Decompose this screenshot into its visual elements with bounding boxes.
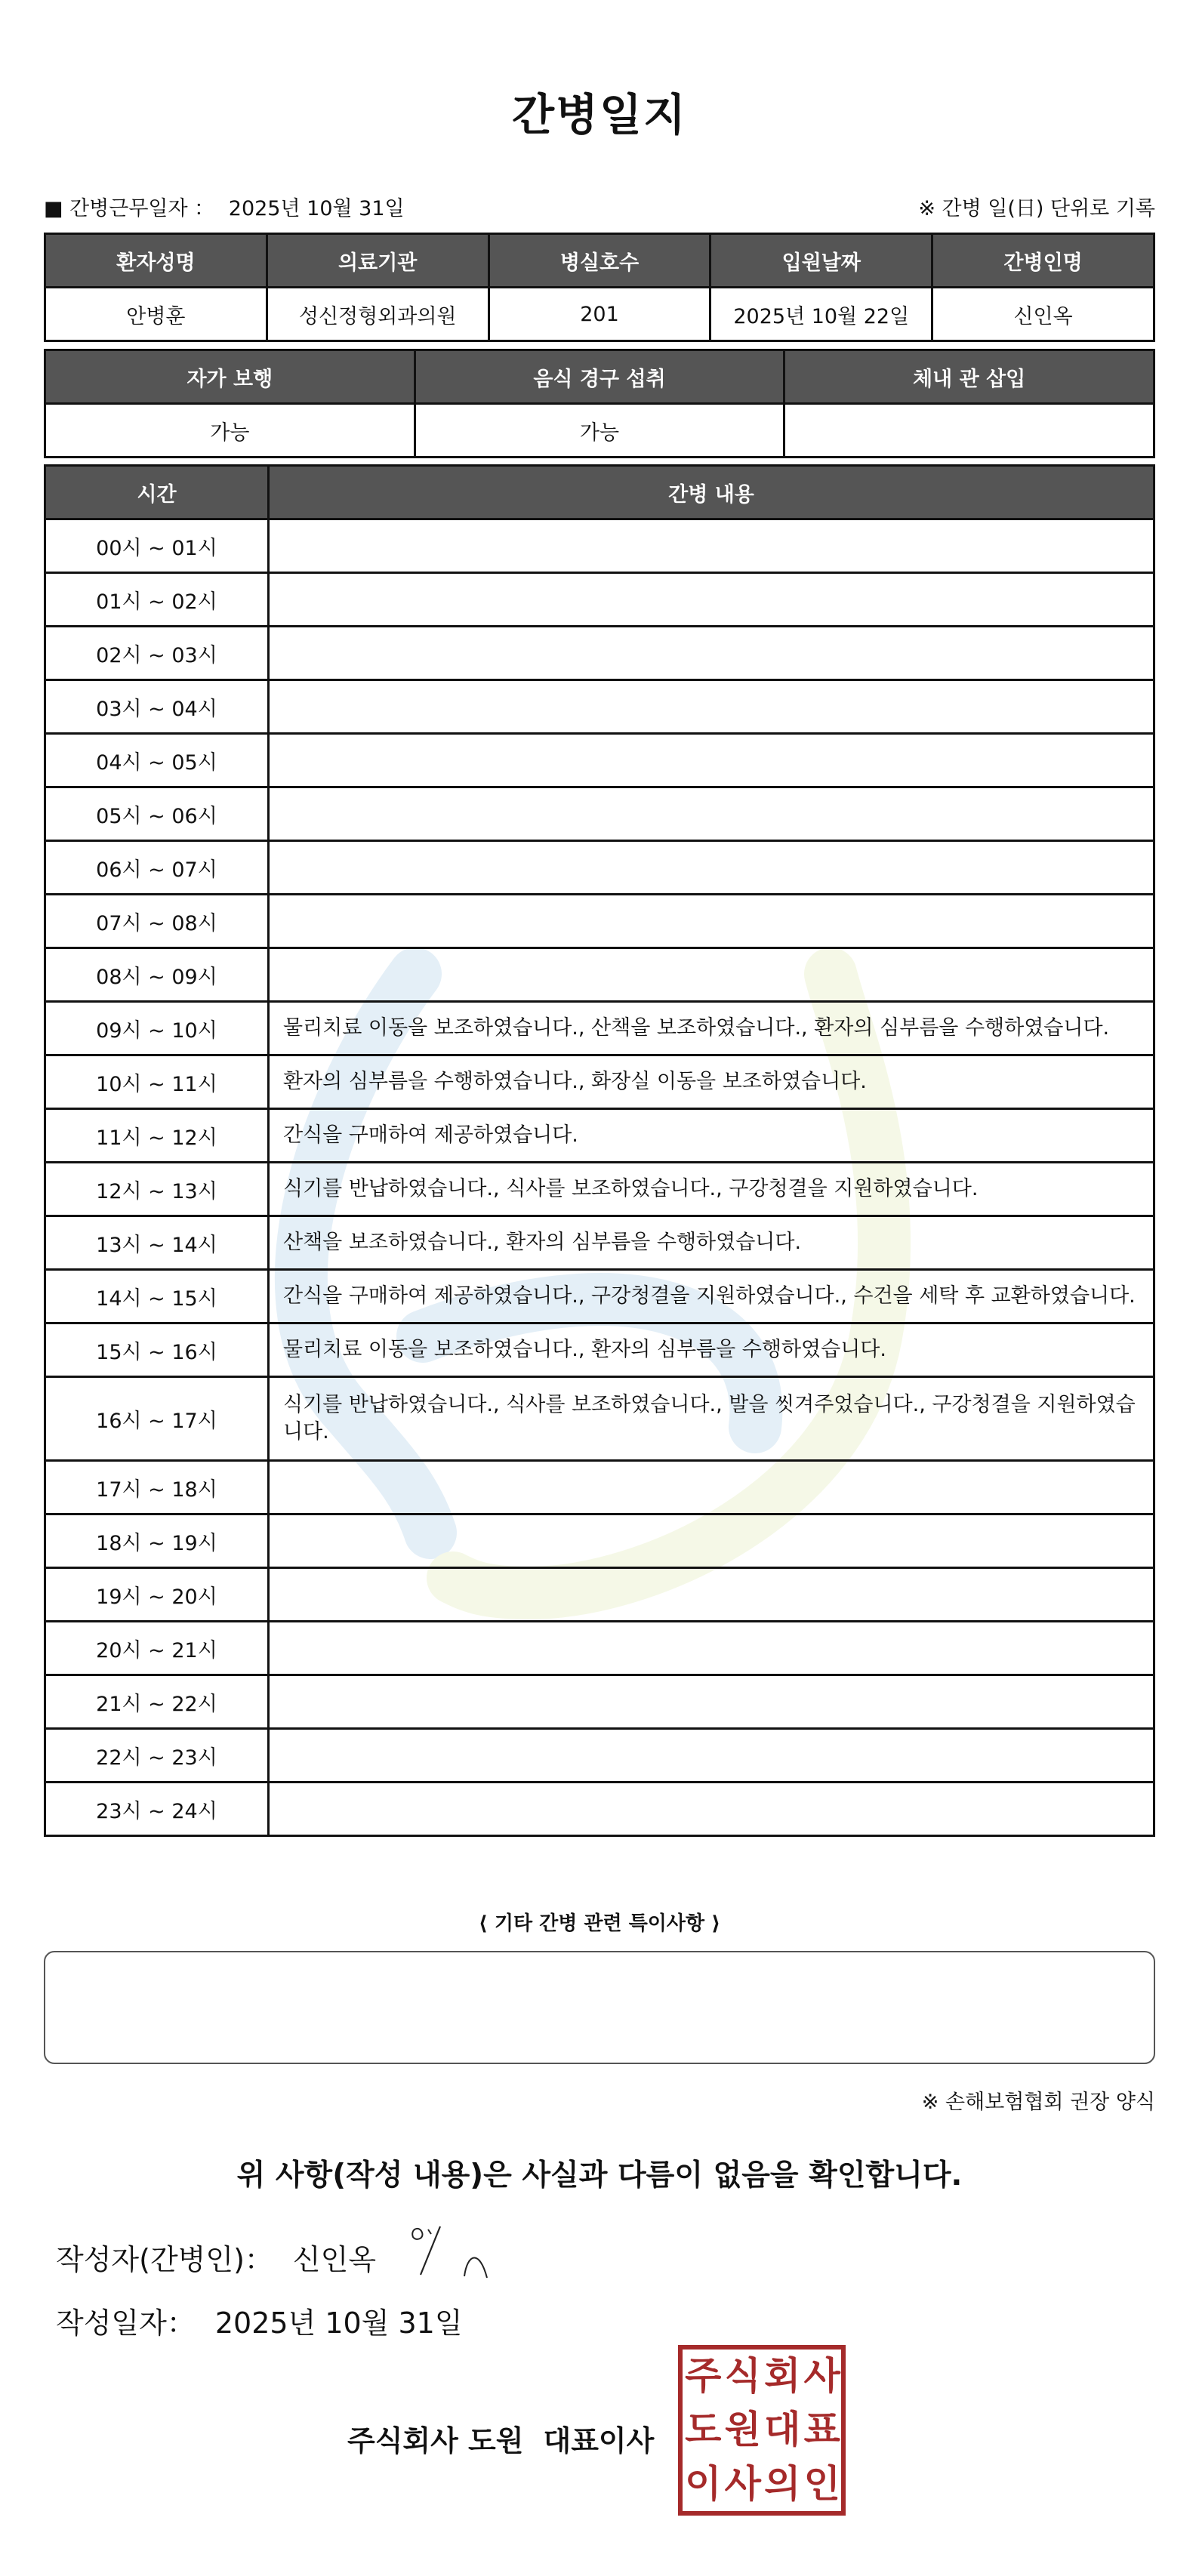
log-content: 물리치료 이동을 보조하였습니다., 산책을 보조하였습니다., 환자의 심부름을 수행하였습니다.: [269, 1002, 1154, 1055]
log-time: 09시 ~ 10시: [45, 1002, 269, 1055]
table-row: [45, 1622, 1154, 1675]
log-time: 20시 ~ 21시: [45, 1622, 269, 1675]
special-notes-box: [44, 1951, 1155, 2064]
log-time: 03시 ~ 04시: [45, 680, 269, 734]
log-time: 19시 ~ 20시: [45, 1568, 269, 1622]
table-row: [45, 1323, 1154, 1377]
patient-name: 안병훈: [45, 288, 267, 341]
log-content: [269, 1568, 1154, 1622]
log-content: [269, 948, 1154, 1002]
table-row: [45, 1568, 1154, 1622]
writer-label: 작성자(간병인)：: [56, 2243, 273, 2276]
seal-char: 주: [685, 2354, 720, 2398]
seal-char: 원: [724, 2408, 760, 2452]
table-row: [45, 627, 1154, 680]
write-date-value: 2025년 10월 31일: [214, 2306, 463, 2340]
log-content: 식기를 반납하였습니다., 식사를 보조하였습니다., 구강청결을 지원하였습니다.: [269, 1163, 1154, 1216]
log-time: 18시 ~ 19시: [45, 1514, 269, 1568]
table-row: [45, 1729, 1154, 1783]
log-content: [269, 1622, 1154, 1675]
table-row: [45, 787, 1154, 841]
table-row: [45, 1002, 1154, 1055]
table-row: [45, 1270, 1154, 1323]
header-tube-insertion: 체내 관 삽입: [784, 350, 1154, 404]
header-patient-name: 환자성명: [45, 234, 267, 288]
recommended-form-note: ※ 손해보험협회 권장 양식: [921, 2091, 1155, 2114]
seal-char: 대: [764, 2408, 800, 2452]
log-content: 식기를 반납하였습니다., 식사를 보조하였습니다., 발을 씻겨주었습니다., 구강청결을 지원하였습니다.: [269, 1377, 1154, 1461]
header-self-walking: 자가 보행: [45, 350, 415, 404]
table-row: [45, 288, 1154, 341]
log-time: 00시 ~ 01시: [45, 519, 269, 573]
log-time: 11시 ~ 12시: [45, 1109, 269, 1163]
header-admission-date: 입원날짜: [710, 234, 932, 288]
log-content: [269, 519, 1154, 573]
table-row: [45, 948, 1154, 1002]
table-row: [45, 841, 1154, 895]
table-row: [45, 734, 1154, 787]
header-oral-intake: 음식 경구 섭취: [415, 350, 784, 404]
table-row: [45, 1109, 1154, 1163]
log-content: 환자의 심부름을 수행하였습니다., 화장실 이동을 보조하였습니다.: [269, 1055, 1154, 1109]
table-row: [45, 1675, 1154, 1729]
seal-char: 사: [803, 2354, 839, 2398]
header-caregiver: 간병인명: [932, 234, 1154, 288]
care-log-table: [44, 464, 1155, 1837]
header-hospital: 의료기관: [267, 234, 489, 288]
table-header-row: [45, 466, 1154, 519]
log-time: 10시 ~ 11시: [45, 1055, 269, 1109]
table-row: [45, 519, 1154, 573]
log-content: 간식을 구매하여 제공하였습니다., 구강청결을 지원하였습니다., 수건을 세탁 후 교환하였습니다.: [269, 1270, 1154, 1323]
table-row: [45, 1216, 1154, 1270]
table-row: [45, 1377, 1154, 1461]
log-content: [269, 787, 1154, 841]
log-content: [269, 680, 1154, 734]
log-time: 12시 ~ 13시: [45, 1163, 269, 1216]
log-content: [269, 573, 1154, 627]
seal-char: 의: [764, 2461, 800, 2506]
table-row: [45, 404, 1154, 458]
table-row: [45, 895, 1154, 948]
table-row: [45, 1783, 1154, 1836]
table-row: [45, 1514, 1154, 1568]
log-time: 04시 ~ 05시: [45, 734, 269, 787]
log-content: [269, 895, 1154, 948]
write-date-label: 작성일자：: [56, 2306, 196, 2340]
table-row: [45, 1055, 1154, 1109]
seal-char: 사: [724, 2461, 760, 2506]
log-content: [269, 1461, 1154, 1514]
hospital-name: 성신정형외과의원: [267, 288, 489, 341]
table-row: [45, 1163, 1154, 1216]
log-content: [269, 1783, 1154, 1836]
seal-char: 도: [685, 2408, 720, 2452]
admission-date: 2025년 10월 22일: [710, 288, 932, 341]
table-header-row: [45, 350, 1154, 404]
table-row: [45, 1461, 1154, 1514]
write-date-line: [56, 2300, 463, 2341]
writer-name: 신인옥: [292, 2243, 377, 2276]
log-content: [269, 841, 1154, 895]
tube-insertion-value: [784, 404, 1154, 458]
log-time: 05시 ~ 06시: [45, 787, 269, 841]
company-name: 주식회사 도원: [347, 2424, 524, 2457]
header-care-content: 간병 내용: [269, 466, 1154, 519]
signature: [404, 2216, 495, 2284]
log-time: 06시 ~ 07시: [45, 841, 269, 895]
seal-char: 식: [724, 2354, 760, 2398]
log-time: 07시 ~ 08시: [45, 895, 269, 948]
log-time: 13시 ~ 14시: [45, 1216, 269, 1270]
header-room: 병실호수: [489, 234, 710, 288]
self-walking-value: 가능: [45, 404, 415, 458]
log-content: 산책을 보조하였습니다., 환자의 심부름을 수행하였습니다.: [269, 1216, 1154, 1270]
table-row: [45, 680, 1154, 734]
company-ceo-title: 대표이사: [543, 2424, 655, 2457]
seal-char: 이: [685, 2461, 720, 2506]
room-number: 201: [489, 288, 710, 341]
log-time: 14시 ~ 15시: [45, 1270, 269, 1323]
log-time: 22시 ~ 23시: [45, 1729, 269, 1783]
seal-char: 회: [764, 2354, 800, 2398]
record-note: ※ 간병 일(日) 단위로 기록: [918, 197, 1155, 220]
log-time: 23시 ~ 24시: [45, 1783, 269, 1836]
log-time: 02시 ~ 03시: [45, 627, 269, 680]
log-time: 15시 ~ 16시: [45, 1323, 269, 1377]
page-title: 간병일지: [511, 89, 688, 140]
log-content: [269, 1729, 1154, 1783]
log-content: [269, 734, 1154, 787]
patient-info-table: [44, 233, 1155, 342]
oral-intake-value: 가능: [415, 404, 784, 458]
table-row: [45, 573, 1154, 627]
log-time: 21시 ~ 22시: [45, 1675, 269, 1729]
seal-char: 표: [803, 2408, 839, 2452]
special-notes-title: ⟨ 기타 간병 관련 특이사항 ⟩: [478, 1912, 721, 1935]
table-header-row: [45, 234, 1154, 288]
work-date-value: 2025년 10월 31일: [228, 197, 405, 220]
log-content: [269, 1675, 1154, 1729]
work-date-label: ■ 간병근무일자 ：: [44, 197, 215, 220]
log-time: 08시 ~ 09시: [45, 948, 269, 1002]
company-seal: [678, 2345, 846, 2516]
writer-line: [56, 2236, 376, 2278]
log-content: 간식을 구매하여 제공하였습니다.: [269, 1109, 1154, 1163]
seal-char: 인: [803, 2461, 839, 2506]
log-time: 16시 ~ 17시: [45, 1377, 269, 1461]
confirmation-statement: 위 사항(작성 내용)은 사실과 다름이 없음을 확인합니다.: [236, 2158, 963, 2192]
caregiver-name: 신인옥: [932, 288, 1154, 341]
company-line: [347, 2417, 654, 2459]
log-content: 물리치료 이동을 보조하였습니다., 환자의 심부름을 수행하였습니다.: [269, 1323, 1154, 1377]
header-time: 시간: [45, 466, 269, 519]
log-time: 17시 ~ 18시: [45, 1461, 269, 1514]
patient-status-table: [44, 349, 1155, 458]
log-time: 01시 ~ 02시: [45, 573, 269, 627]
log-content: [269, 1514, 1154, 1568]
work-date: [44, 192, 405, 221]
log-content: [269, 627, 1154, 680]
